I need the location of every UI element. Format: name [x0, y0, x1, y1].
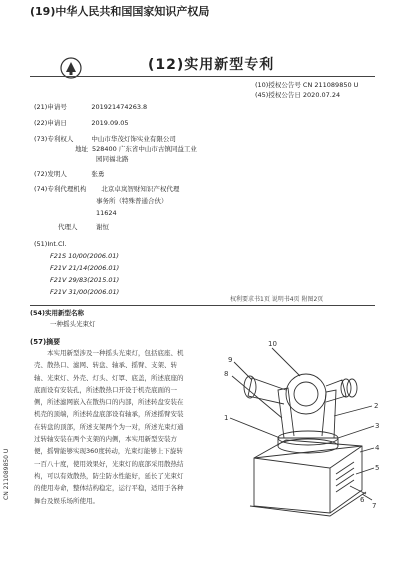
field-application-number: (21)申请号 201921474263.8: [34, 103, 148, 111]
figure-label: 9: [228, 356, 233, 364]
field-agency-cont: 事务所（特殊普通合伙）: [96, 197, 168, 205]
figure-label: 4: [375, 444, 380, 452]
ipc-entry: F21V 31/00(2006.01): [50, 288, 120, 296]
field-address-cont: 园同福北路: [96, 155, 129, 163]
header-rule: [30, 76, 375, 77]
figure-label: 3: [375, 422, 380, 430]
ipc-label: (51)Int.Cl.: [34, 240, 67, 248]
utility-model-title: 一种摇头光束灯: [50, 320, 96, 328]
field-agency: (74)专利代理机构 北京卓岚智财知识产权代理: [34, 185, 180, 193]
field-address: 地址 528400 广东省中山市古镇同益工业: [75, 145, 197, 153]
figure-label: 10: [268, 340, 277, 348]
field-agency-code: 11624: [96, 209, 117, 217]
figure-label: 8: [224, 370, 229, 378]
figure-label: 5: [375, 464, 380, 472]
figure-label: 1: [224, 414, 229, 422]
patent-figure: [222, 318, 382, 523]
abstract-text: 本实用新型涉及一种摇头光束灯，包括底座、机壳、散热口、滤网、转盘、轴承、摇臂、支架、转轴、光束灯、外壳、灯头、灯罩、底盖，所述底座的底面设有安装孔，所述散热口开设于机壳底面的一侧，所述滤网嵌入在散热口的内部，所述转盘安装在机壳的顶端，所述转盘底部设有轴承，所述摇臂安装在转盘的顶部，所述支架两个为一对，所述光束灯通过转轴安装在两个支架的内侧，本实用新型安装方便，摇臂能够实现360度转动，光束灯能够上下旋转一百八十度，使用效果好，光束灯的底部采用散热结构，可以有效散热，防尘防水性能好，延长了光束灯的使用寿命，整体结构稳定，运行平稳，适用于各种舞台及娱乐场所使用。: [34, 349, 184, 505]
ipc-entry: F21V 29/83(2015.01): [50, 276, 120, 284]
field-application-date: (22)申请日 2019.09.05: [34, 119, 129, 127]
abstract-label: (57)摘要: [30, 338, 61, 346]
publication-number: (10)授权公告号 CN 211089850 U: [255, 81, 359, 89]
side-publication-code: CN 211089850 U: [3, 448, 10, 500]
ipc-entry: F21V 21/14(2006.01): [50, 264, 120, 272]
field-agent: 代理人 谢恒: [58, 223, 109, 231]
utility-model-title-label: (54)实用新型名称: [30, 309, 84, 317]
publication-date: (45)授权公告日 2020.07.24: [255, 91, 341, 99]
field-patentee: (73)专利权人 中山市华茂灯饰实业有限公司: [34, 135, 176, 143]
ipc-entry: F21S 10/00(2006.01): [50, 252, 119, 260]
page-count-note: 权利要求书1页 说明书4页 附图2页: [230, 296, 324, 303]
figure-label: 2: [374, 402, 379, 410]
field-inventor: (72)发明人 张勇: [34, 170, 105, 178]
figure-label: 7: [372, 502, 377, 510]
section-rule: [30, 305, 375, 306]
figure-label: 6: [360, 496, 365, 504]
office-header: (19)中华人民共和国国家知识产权局: [30, 5, 210, 18]
doc-type-title: (12)实用新型专利: [148, 57, 275, 73]
